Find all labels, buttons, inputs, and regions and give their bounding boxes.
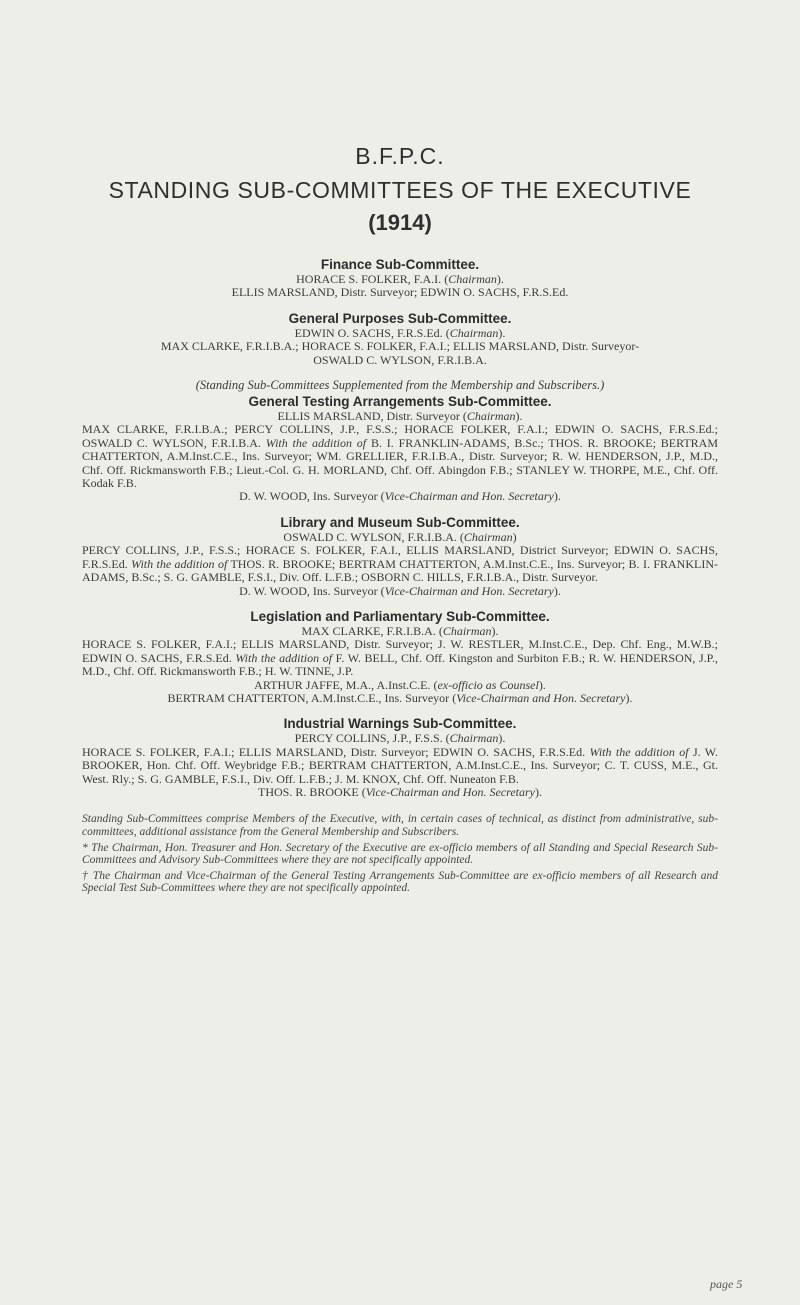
general-purposes-heading: General Purposes Sub-Committee. — [288, 310, 512, 326]
testing-members: MAX CLARKE, F.R.I.B.A.; PERCY COLLINS, J.P., F.S.S.; HORACE FOLKER, F.A.I.; EDWIN O. SACHS, F.R.S.Ed.; OSWALD C. WYLSON, F.R.I.B.A. With the addition of B. I. FRANKLIN-ADAMS, B.Sc.; THOS. R. BROOKE; BERTRAM CHATTERTON, A.M.Inst.C.E., Ins. Surveyor; WM. GRELLIER, F.R.I.B.A., Distr. Surveyor; R. W. HENDERSON, J.P., M.D., Chf. Off. Rickmansworth F.B.; Lieut.-Col. G. H. MORLAND, Chf. Off. Abingdon F.B.; STANLEY W. THORPE, M.E., Chf. Off. Kodak F.B. — [82, 422, 719, 491]
standing-note: (Standing Sub-Committees Supplemented from the Membership and Subscribers.) — [195, 378, 605, 393]
legislation-counsel: ARTHUR JAFFE, M.A., A.Inst.C.E. (ex-officio as Counsel). — [254, 677, 546, 692]
library-members: PERCY COLLINS, J.P., F.S.S.; HORACE S. FOLKER, F.A.I., ELLIS MARSLAND, District Surveyor; EDWIN O. SACHS, F.R.S.Ed. With the addition of THOS. R. BROOKE; BERTRAM CHATTERTON, A.M.Inst.C.E., Ins. Surveyor; B. I. FRANKLIN-ADAMS, B.Sc.; S. G. GAMBLE, F.S.I., Div. Off. L.F.B.; OSBORN C. HILLS, F.R.I.B.A., Distr. Surveyor. — [82, 543, 718, 585]
page-title: STANDING SUB-COMMITTEES OF THE EXECUTIVE — [108, 177, 692, 203]
library-vice-chairman: D. W. WOOD, Ins. Surveyor (Vice-Chairman and Hon. Secretary). — [239, 583, 561, 598]
legislation-members: HORACE S. FOLKER, F.A.I.; ELLIS MARSLAND, Distr. Surveyor; J. W. RESTLER, M.Inst.C.E., Dep. Chf. Eng., M.W.B.; EDWIN O. SACHS, F.R.S.Ed. With the addition of F. W. BELL, Chf. Off. Kingston and Surbiton F.B.; R. W. HENDERSON, J.P., M.D., Chf. Off. Rickmansworth F.B.; H. W. TINNE, J.P. — [82, 637, 719, 679]
general-purposes-section — [82, 311, 718, 367]
industrial-members: HORACE S. FOLKER, F.A.I.; ELLIS MARSLAND, Distr. Surveyor; EDWIN O. SACHS, F.R.S.Ed. With the addition of J. W. BROOKER, Hon. Chf. Off. Weybridge F.B.; BERTRAM CHATTERTON, A.M.Inst.C.E., Ins. Surveyor; C. T. CUSS, M.E., Gt. West. Rly.; S. G. GAMBLE, F.S.I., Div. Off. L.F.B.; J. M. KNOX, Chf. Off. Nuneaton F.B. — [82, 744, 719, 786]
industrial-vice-chairman: THOS. R. BROOKE (Vice-Chairman and Hon. Secretary). — [258, 784, 542, 799]
organization-initials: B.F.P.C. — [355, 143, 445, 169]
finance-members: ELLIS MARSLAND, Distr. Surveyor; EDWIN O. SACHS, F.R.S.Ed. — [231, 285, 569, 300]
general-purposes-members-cont: OSWALD C. WYLSON, F.R.I.B.A. — [313, 352, 487, 367]
general-purposes-chairman: EDWIN O. SACHS, F.R.S.Ed. (Chairman). — [294, 325, 506, 340]
industrial-heading: Industrial Warnings Sub-Committee. — [283, 716, 517, 732]
testing-section — [82, 394, 718, 504]
year-label: (1914) — [368, 210, 432, 235]
finance-heading: Finance Sub-Committee. — [320, 257, 480, 272]
library-chairman: OSWALD C. WYLSON, F.R.I.B.A. (Chairman) — [283, 529, 517, 544]
finance-section — [82, 257, 718, 300]
legislation-chairman: MAX CLARKE, F.R.I.B.A. (Chairman). — [301, 623, 499, 638]
page-number: page 5 — [710, 1277, 743, 1291]
library-heading: Library and Museum Sub-Committee. — [280, 514, 520, 530]
industrial-section — [82, 716, 718, 799]
library-section — [82, 515, 718, 598]
legislation-section — [82, 609, 718, 705]
legislation-vice-chairman: BERTRAM CHATTERTON, A.M.Inst.C.E., Ins. Surveyor (Vice-Chairman and Hon. Secretary). — [167, 690, 633, 705]
footnote-ex-officio-testing: † The Chairman and Vice-Chairman of the General Testing Arrangements Sub-Committee are ex-officio members of all Research and Special Test Sub-Committees where they are not specifically appointed. — [82, 869, 718, 895]
testing-chairman: ELLIS MARSLAND, Distr. Surveyor (Chairman). — [277, 409, 523, 424]
committee-list — [82, 257, 718, 898]
legislation-heading: Legislation and Parliamentary Sub-Committee. — [250, 608, 550, 624]
finance-chairman: HORACE S. FOLKER, F.A.I. (Chairman). — [296, 272, 504, 286]
footnotes — [82, 813, 718, 895]
testing-vice-chairman: D. W. WOOD, Ins. Surveyor (Vice-Chairman and Hon. Secretary). — [239, 489, 561, 504]
footnote-standing: Standing Sub-Committees comprise Members of the Executive, with, in certain cases of technical, as distinct from administrative, sub-committees, additional assistance from the General Membership and Subscribers. — [82, 813, 718, 838]
testing-heading: General Testing Arrangements Sub-Committee. — [248, 394, 552, 410]
industrial-chairman: PERCY COLLINS, J.P., F.S.S. (Chairman). — [294, 731, 506, 746]
footnote-ex-officio-executive: * The Chairman, Hon. Treasurer and Hon. Secretary of the Executive are ex-officio members of all Standing and Special Research Sub-Committees and Advisory Sub-Committees where they are not specifically appointed. — [82, 841, 718, 867]
general-purposes-members: MAX CLARKE, F.R.I.B.A.; HORACE S. FOLKER, F.A.I.; ELLIS MARSLAND, Distr. Surveyor- — [160, 339, 640, 354]
